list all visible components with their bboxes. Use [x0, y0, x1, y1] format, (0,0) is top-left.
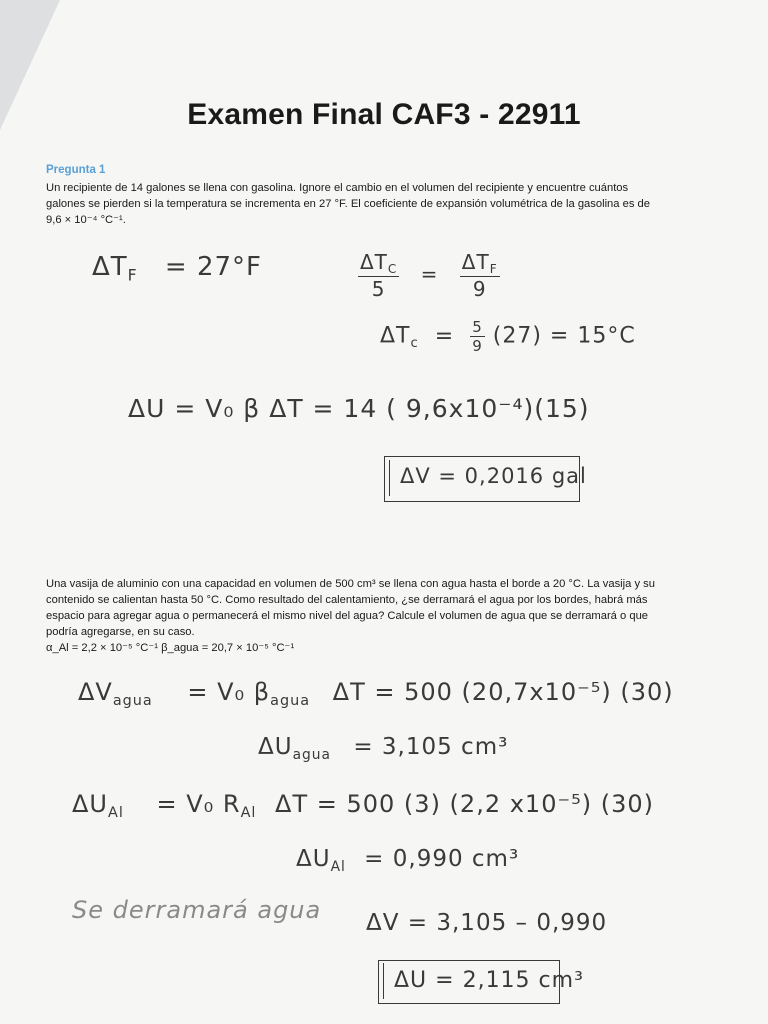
q1-text-line-3: 9,6 × 10⁻⁴ °C⁻¹. [46, 214, 126, 226]
result-box-mark [389, 460, 390, 496]
page-title: Examen Final CAF3 - 22911 [187, 98, 581, 131]
hw-result-q1: ΔV = 0,2016 gal [400, 464, 587, 488]
hw-volume-formula: ΔU = V₀ β ΔT = 14 ( 9,6x10⁻⁴)(15) [128, 394, 590, 423]
q1-text-line-1: Un recipiente de 14 galones se llena con gasolina. Ignore el cambio en el volumen del recipiente y encuentre cuántos [46, 182, 629, 194]
hw-dv-agua-result: $\Delta U_{agua} = 3,105$ cm³ [258, 734, 509, 763]
hw-spill-note: Se derramará agua [72, 896, 322, 924]
q2-text-line-1: Una vasija de aluminio con una capacidad en volumen de 500 cm³ se llena con agua hasta el borde a 20 °C. La vasija y su [46, 578, 655, 590]
hw-volume-difference: ΔV = 3,105 – 0,990 [366, 910, 608, 936]
hw-final-result: ΔU = 2,115 cm³ [394, 968, 584, 993]
q2-coefficients: α_Al = 2,2 × 10⁻⁵ °C⁻¹ β_agua = 20,7 × 10⁻⁵ °C⁻¹ [46, 642, 295, 654]
hw-ratio-equation: $\frac{\Delta T_C}{5}$ = $\frac{\Delta T_F}{9}$ [360, 250, 498, 302]
question-1-label: Pregunta 1 [46, 164, 106, 176]
hw-ratio-right: $\frac{\Delta T_F}{9}$ [461, 250, 498, 302]
q2-text-line-3: espacio para agregar agua o permanecerá el mismo nivel del agua? Calcule el volumen de agua que se derramará o que [46, 610, 649, 622]
hw-delta-tf: $\Delta T_F = 27^\circ F$ [92, 252, 263, 285]
hw-dv-al-result: $\Delta U_{Al} = 0,990$ cm³ [296, 846, 520, 875]
hw-ratio-left: $\frac{\Delta T_C}{5}$ [360, 250, 398, 302]
hw-dv-agua: $\Delta V_{agua} = V_0$ $\beta_{agua}$ ΔT = 500 (20,7x10⁻⁵) (30) [78, 678, 674, 710]
hw-delta-tc: $\Delta T_c$ = $\frac{5}{9}$ (27) = 15°C [380, 318, 636, 355]
hw-dv-al: $\Delta U_{Al} = V_0$ $R_{Al}$ ΔT = 500 (3) (2,2 x10⁻⁵) (30) [72, 790, 655, 822]
result-box-q2-mark [383, 963, 384, 999]
q1-text-line-2: galones se pierden si la temperatura se incrementa en 27 °F. El coeficiente de expansión volumétrica de la gasolina es de [46, 198, 650, 210]
q2-text-line-4: podría agregarse, en su caso. [46, 626, 195, 638]
q2-text-line-2: contenido se calientan hasta 50 °C. Como resultado del calentamiento, ¿se derramará el agua por los bordes, habrá más [46, 594, 648, 606]
